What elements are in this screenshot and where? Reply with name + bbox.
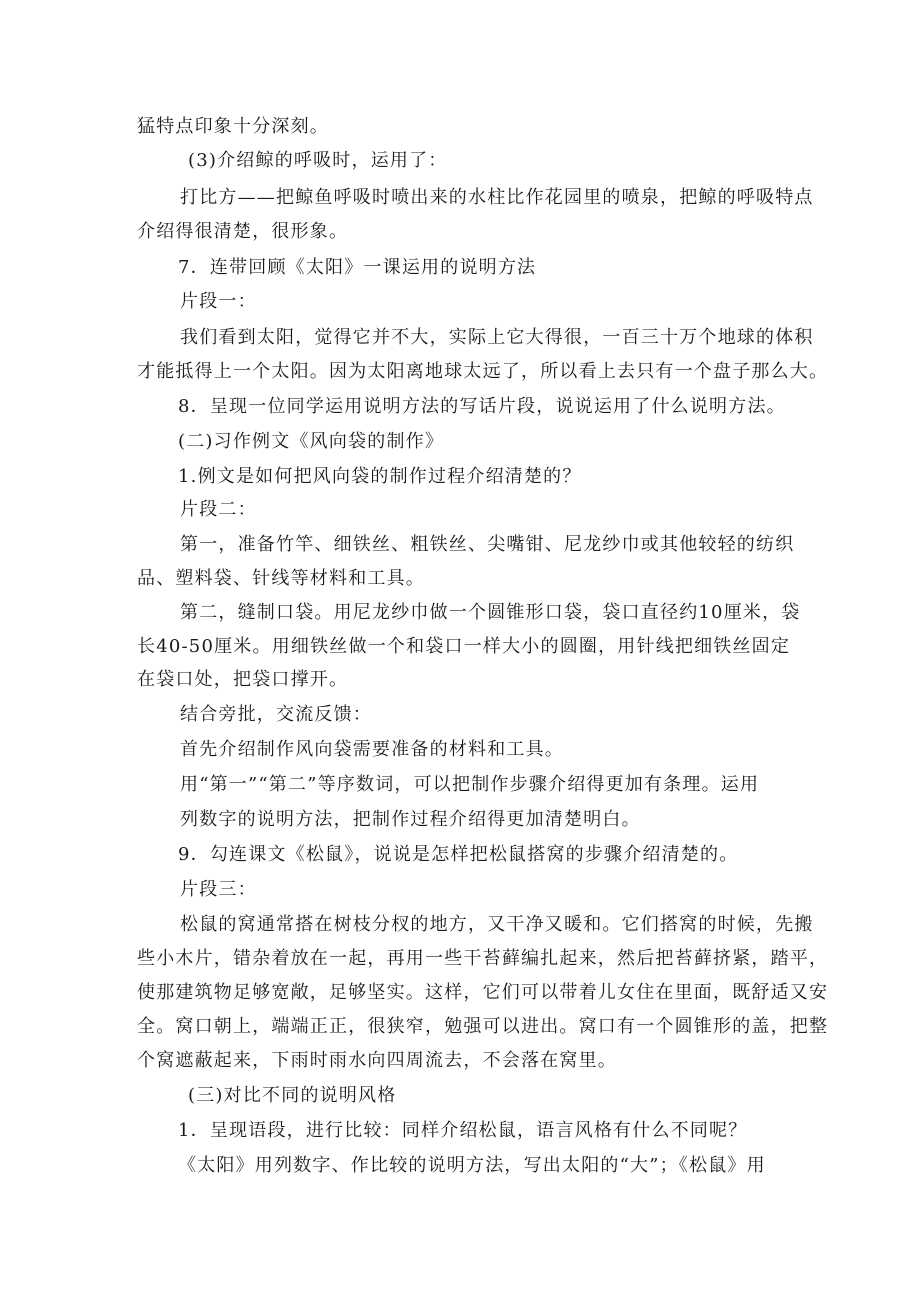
section-heading: 7．连带回顾《太阳》一课运用的说明方法 [178, 257, 537, 278]
section-heading: 8．呈现一位同学运用说明方法的写话片段，说说运用了什么说明方法。 [178, 396, 786, 417]
text-line: 些小木片，错杂着放在一起，再用一些干苔藓编扎起来，然后把苔藓挤紧，踏平， [137, 948, 829, 969]
text-line: 打比方——把鲸鱼呼吸时喷出来的水柱比作花园里的喷泉，把鲸的呼吸特点 [180, 187, 814, 208]
text-line: 我们看到太阳，觉得它并不大，实际上它大得很，一百三十万个地球的体积 [180, 327, 814, 348]
text-line: 才能抵得上一个太阳。因为太阳离地球太远了，所以看上去只有一个盘子那么大。 [137, 361, 829, 382]
text-line: 在袋口处，把袋口撑开。 [137, 669, 349, 690]
text-line: 1.例文是如何把风向袋的制作过程介绍清楚的？ [178, 466, 582, 487]
text-line: 《太阳》用列数字、作比较的说明方法，写出太阳的“大”；《松鼠》用 [178, 1155, 766, 1176]
text-line: 用“第一”“第二”等序数词，可以把制作步骤介绍得更加有条理。运用 [180, 774, 760, 795]
text-line: 结合旁批，交流反馈： [180, 704, 372, 725]
text-line: 列数字的说明方法，把制作过程介绍得更加清楚明白。 [180, 809, 641, 830]
text-line: 品、塑料袋、针线等材料和工具。 [137, 568, 425, 589]
text-line: 使那建筑物足够宽敞，足够坚实。这样，它们可以带着儿女住在里面，既舒适又安 [137, 982, 829, 1003]
section-heading: (二)习作例文《风向袋的制作》 [178, 431, 445, 452]
text-line: 介绍得很清楚，很形象。 [137, 221, 349, 242]
text-line: 个窝遮蔽起来，下雨时雨水向四周流去，不会落在窝里。 [137, 1050, 617, 1071]
text-line: 第二，缝制口袋。用尼龙纱巾做一个圆锥形口袋，袋口直径约10厘米，袋 [180, 602, 801, 623]
text-line: 猛特点印象十分深刻。 [137, 116, 329, 137]
section-heading: (三)对比不同的说明风格 [188, 1085, 397, 1106]
text-line: (3)介绍鲸的呼吸时，运用了： [188, 150, 448, 171]
text-line: 第一，准备竹竿、细铁丝、粗铁丝、尖嘴钳、尼龙纱巾或其他较轻的纺织 [180, 534, 795, 555]
section-heading: 1．呈现语段，进行比较：同样介绍松鼠，语言风格有什么不同呢？ [178, 1120, 748, 1141]
text-line: 松鼠的窝通常搭在树枝分杈的地方，又干净又暖和。它们搭窝的时候，先搬 [180, 914, 814, 935]
text-line: 片段三： [180, 879, 257, 900]
text-line: 长40-50厘米。用细铁丝做一个和袋口一样大小的圆圈，用针线把细铁丝固定 [137, 636, 791, 657]
text-line: 全。窝口朝上，端端正正，很狭窄，勉强可以进出。窝口有一个圆锥形的盖，把整 [137, 1016, 829, 1037]
text-line: 片段一： [180, 291, 257, 312]
section-heading: 9．勾连课文《松鼠》，说说是怎样把松鼠搭窝的步骤介绍清楚的。 [178, 844, 739, 865]
text-line: 首先介绍制作风向袋需要准备的材料和工具。 [180, 739, 564, 760]
text-line: 片段二： [180, 499, 257, 520]
